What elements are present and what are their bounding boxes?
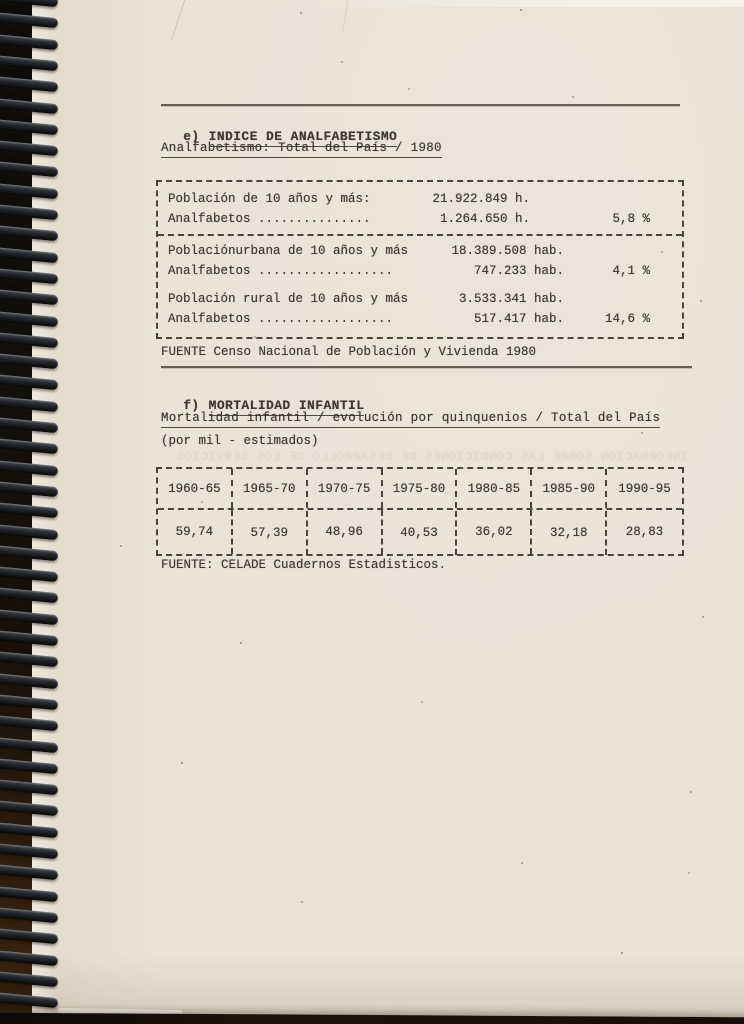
- section-e-subtitle: Analfabetismo: Total del País / 1980: [161, 141, 442, 155]
- population-line: [168, 189, 672, 209]
- illiterates-label: Analfabetos ...............: [168, 212, 371, 226]
- population-value: 18.389.508 hab.: [451, 244, 564, 258]
- illiterates-value: 1.264.650 h.: [439, 212, 530, 226]
- illiterates-value: 517.417 hab.: [473, 312, 564, 326]
- section-e-label: e): [183, 129, 200, 144]
- stats-total-country: [168, 189, 672, 229]
- illiterates-line: [168, 309, 672, 329]
- infant-mortality-table: [156, 467, 684, 556]
- illiterates-percent: 5,8 %: [612, 212, 650, 226]
- illiterates-percent: 14,6 %: [604, 312, 650, 326]
- period-cell: 1975-80: [383, 469, 458, 508]
- rate-cell: 28,83: [625, 525, 664, 539]
- period-cell: 1960-65: [158, 469, 233, 508]
- illiterates-line: [168, 261, 672, 281]
- period-cell: 1990-95: [618, 482, 671, 496]
- period-cell: 1985-90: [532, 469, 607, 508]
- period-cell: 1980-85: [457, 469, 532, 508]
- table-values-row: [158, 510, 682, 554]
- stats-urban: [168, 241, 672, 281]
- population-line: [168, 241, 672, 261]
- population-value: 21.922.849 h.: [432, 192, 530, 206]
- source-celade: FUENTE: CELADE Cuadernos Estadisticos.: [161, 558, 447, 572]
- illiterates-label: Analfabetos ..................: [168, 312, 394, 326]
- population-label: Poblaciónurbana de 10 años y más: [168, 244, 409, 258]
- section-f-label: f): [183, 398, 200, 413]
- unit-note: (por mil - estimados): [161, 434, 319, 448]
- ghost-print: INFORMACION SOBRE LAS CONDICIONES DE DESARROLLO DE LOS SERVICIOS: [175, 450, 688, 464]
- illiterates-value: 747.233 hab.: [473, 264, 564, 278]
- section-f-subtitle: Mortalidad infantil / evolución por quinquenios / Total del País: [161, 411, 660, 425]
- paper-crease: [171, 0, 186, 41]
- population-label: Población de 10 años y más:: [168, 192, 371, 206]
- rate-cell: 36,02: [457, 510, 532, 554]
- illiterates-label: Analfabetos ..................: [168, 264, 394, 278]
- period-cell: 1970-75: [308, 469, 383, 508]
- stats-rural: [168, 289, 672, 329]
- ruled-line-middle: [161, 366, 692, 368]
- scan-top-edge: [314, 0, 744, 7]
- rate-cell: 40,53: [383, 511, 458, 555]
- section-f-title: MORTALIDAD INFANTIL: [209, 398, 365, 416]
- population-label: Población rural de 10 años y más: [168, 292, 409, 306]
- population-value: 3.533.341 hab.: [458, 292, 564, 306]
- population-line: [168, 289, 672, 309]
- rate-cell: 48,96: [308, 510, 383, 554]
- rate-cell: 59,74: [158, 510, 233, 554]
- illiteracy-stats-box: [156, 180, 684, 339]
- illiterates-percent: 4,1 %: [612, 264, 650, 278]
- table-header-row: [158, 469, 682, 510]
- period-cell: 1965-70: [233, 469, 308, 508]
- section-e-title: INDICE DE ANALFABETISMO: [209, 129, 398, 147]
- ruled-line-top: [161, 104, 680, 106]
- rate-cell: 32,18: [532, 511, 607, 555]
- spiral-binding: [0, 0, 72, 1024]
- dashed-separator: [158, 234, 682, 236]
- illiterates-line: [168, 209, 672, 229]
- source-census: FUENTE Censo Nacional de Población y Vivienda 1980: [161, 345, 537, 359]
- rate-cell: 57,39: [233, 511, 308, 555]
